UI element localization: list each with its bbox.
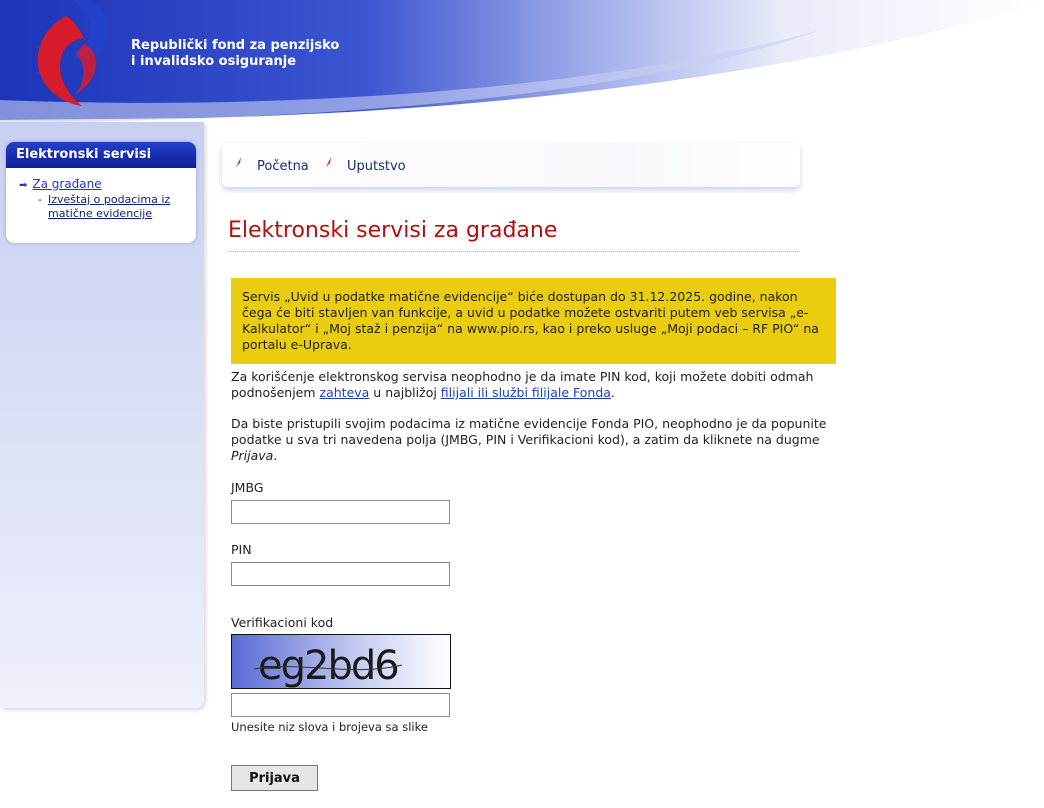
captcha-input[interactable] <box>231 693 450 717</box>
para2-text-a: Da biste pristupili svojim podacima iz matične evidencije Fonda PIO, neophodno je da popunite podatke u sva tri navedena polja (JMBG, PIN i Verifikacioni kod), a zatim da kliknete na dugme <box>231 416 827 447</box>
para1-text-b: u najbližoj <box>369 385 441 400</box>
para2-emphasis: Prijava <box>231 448 274 463</box>
link-zahteva[interactable]: zahteva <box>319 385 370 400</box>
captcha-text: eg2bd6 <box>258 643 398 688</box>
nav-bullet-icon <box>235 157 242 168</box>
nav-link-pocetna[interactable]: Početna <box>257 159 309 174</box>
notice-box: Servis „Uvid u podatke matične evidencije“ biće dostupan do 31.12.2025. godine, nakon čega će biti stavljen van funkcije, a uvid u podatke možete ostvariti putem veb servisa „e-Kalkulator“ i „Moj staž i penzija“ na www.pio.rs, kao i preko usluge „Moji podaci – RF PIO“ na portalu e-Uprava. <box>231 278 836 364</box>
title-divider <box>228 251 800 252</box>
jmbg-input[interactable] <box>231 500 450 524</box>
jmbg-label: JMBG <box>231 480 264 495</box>
org-name-line1: Republički fond za penzijsko <box>131 38 340 53</box>
sidebar-subitem-dash: - <box>38 193 42 206</box>
captcha-graphic <box>232 635 450 688</box>
pin-input[interactable] <box>231 562 450 586</box>
sidebar-menu-box <box>6 142 196 243</box>
organization-name <box>131 38 339 70</box>
para2-text-b: . <box>273 448 278 463</box>
nav-bullet-icon <box>325 157 332 168</box>
sidebar-link-za-gradjane[interactable]: Za građane <box>32 177 102 191</box>
link-filijali[interactable]: filijali ili službi filijale Fonda <box>440 385 611 400</box>
top-navigation <box>222 143 800 187</box>
arrow-right-icon: ➡ <box>19 180 28 191</box>
site-header <box>0 0 1044 122</box>
page-title: Elektronski servisi za građane <box>228 218 558 243</box>
sidebar-title: Elektronski servisi <box>6 142 196 168</box>
captcha-hint: Unesite niz slova i brojeva sa slike <box>231 720 428 734</box>
verification-code-label: Verifikacioni kod <box>231 615 334 630</box>
org-name-line2: i invalidsko osiguranje <box>131 54 297 69</box>
para1-text-a: Za korišćenje elektronskog servisa neophodno je da imate PIN kod, koji možete dobiti odmah podnošenjem <box>231 369 814 400</box>
captcha-image <box>231 634 451 689</box>
sidebar-link-izvestaj[interactable]: Izveštaj o podacima iz matične evidencije <box>48 193 171 220</box>
para1-text-c: . <box>610 385 615 400</box>
pin-label: PIN <box>231 542 252 557</box>
instructions-paragraph <box>231 416 831 464</box>
sidebar-item-za-gradjane <box>19 177 102 191</box>
pin-info-paragraph <box>231 369 831 401</box>
rf-pio-logo <box>26 0 116 108</box>
login-button[interactable]: Prijava <box>231 765 318 791</box>
nav-link-uputstvo[interactable]: Uputstvo <box>347 159 406 174</box>
